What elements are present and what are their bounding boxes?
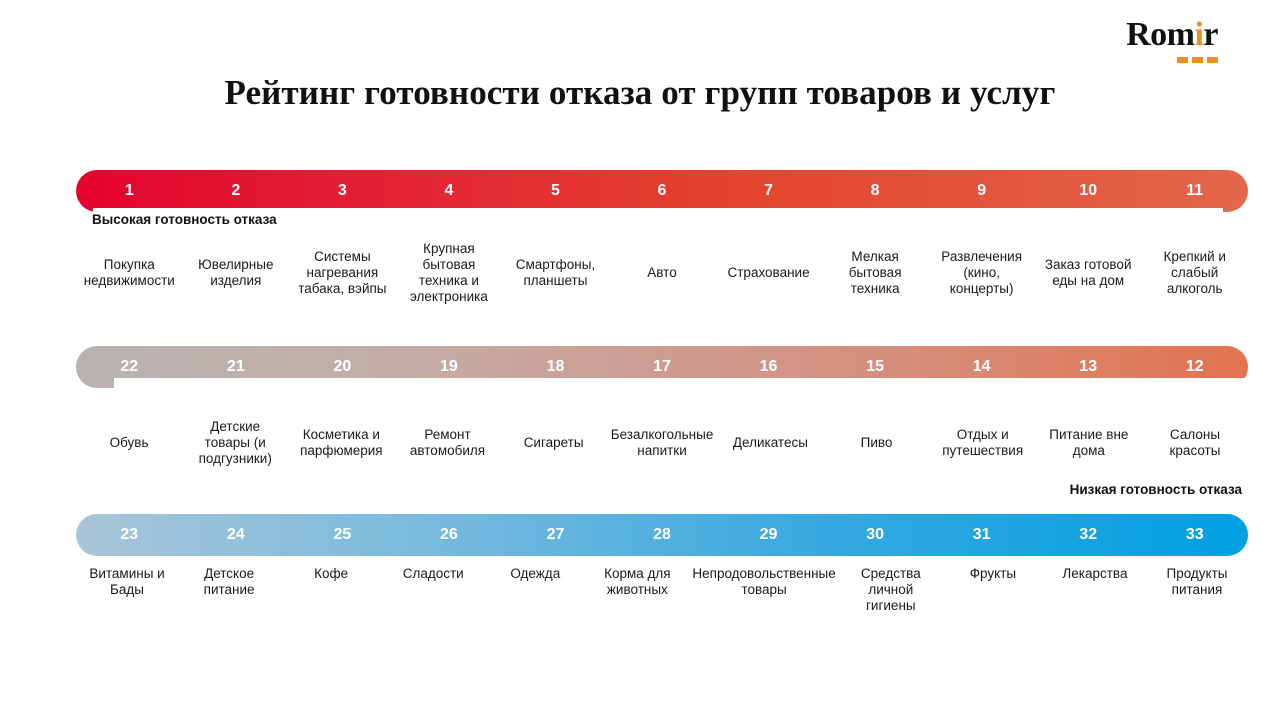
page-title: Рейтинг готовности отказа от групп товаров и услуг — [224, 73, 1056, 112]
category-label: Покупка недвижимости — [83, 257, 175, 288]
annotation-high-readiness: Высокая готовность отказа — [92, 212, 277, 227]
rank-band-row-1 — [76, 170, 1248, 212]
rank-number: 23 — [120, 526, 139, 543]
rank-number: 18 — [546, 358, 565, 375]
category-label: Ювелирные изделия — [198, 257, 274, 288]
category-label: Отдых и путешествия — [942, 427, 1024, 458]
rank-number: 1 — [124, 182, 134, 199]
logo-text-main: Rom — [1126, 16, 1195, 53]
label-row-3 — [76, 566, 1248, 636]
category-label: Салоны красоты — [1169, 427, 1221, 458]
rank-number: 30 — [866, 526, 884, 543]
category-label: Заказ готовой еды на дом — [1044, 257, 1132, 288]
rank-number: 14 — [972, 358, 991, 375]
rank-number: 10 — [1079, 182, 1098, 199]
rank-band-row-3 — [76, 514, 1248, 556]
rank-number: 8 — [870, 182, 880, 199]
rank-number: 11 — [1186, 182, 1204, 199]
category-label: Сладости — [402, 566, 464, 581]
category-label: Непродовольственные товары — [692, 566, 836, 597]
rank-number: 27 — [546, 526, 565, 543]
category-label: Фрукты — [969, 566, 1017, 581]
category-label: Обувь — [109, 435, 149, 450]
logo-text-accent: i — [1194, 16, 1204, 53]
rank-number: 3 — [337, 182, 347, 199]
category-label: Витамины и Бады — [89, 566, 165, 597]
rank-number: 7 — [764, 182, 773, 199]
rank-number: 29 — [759, 526, 778, 543]
category-label: Детское питание — [203, 566, 255, 597]
rank-number: 6 — [657, 182, 667, 199]
rank-number: 19 — [440, 358, 458, 375]
ranking-chart — [76, 170, 1248, 640]
category-label: Средства личной гигиены — [860, 566, 921, 613]
rank-number: 17 — [653, 358, 671, 375]
rank-number: 2 — [231, 182, 241, 199]
rank-number: 22 — [120, 358, 139, 375]
category-label: Мелкая бытовая техника — [848, 249, 902, 296]
category-label: Крупная бытовая техника и электроника — [409, 241, 488, 304]
rank-number: 26 — [440, 526, 458, 543]
category-label: Одежда — [510, 566, 561, 581]
category-label: Детские товары (и подгузники) — [198, 419, 272, 466]
romir-logo — [1126, 18, 1218, 63]
category-label: Авто — [647, 265, 677, 280]
category-label: Страхование — [727, 265, 810, 280]
rank-number: 5 — [551, 182, 560, 199]
rank-number: 33 — [1185, 526, 1204, 543]
rank-number: 16 — [759, 358, 778, 375]
category-label: Развлечения (кино, концерты) — [941, 249, 1023, 296]
category-label: Безалкогольные напитки — [610, 427, 714, 458]
rank-number: 13 — [1079, 358, 1098, 375]
category-label: Корма для животных — [604, 566, 671, 597]
rank-number: 21 — [226, 358, 245, 375]
rank-number: 9 — [977, 182, 987, 199]
category-label: Крепкий и слабый алкоголь — [1163, 249, 1226, 296]
rank-number: 24 — [226, 526, 245, 543]
category-label: Кофе — [314, 566, 349, 581]
category-label: Деликатесы — [732, 435, 808, 450]
annotation-low-readiness: Низкая готовность отказа — [1069, 482, 1242, 497]
category-label: Смартфоны, планшеты — [515, 257, 596, 288]
logo-dots-icon — [1126, 57, 1218, 63]
rank-number: 31 — [972, 526, 991, 543]
category-label: Косметика и парфюмерия — [300, 427, 383, 458]
rank-number: 28 — [653, 526, 671, 543]
category-label: Системы нагревания табака, вэйпы — [298, 249, 387, 296]
rank-number: 20 — [333, 358, 352, 375]
rank-number: 25 — [333, 526, 352, 543]
rank-number: 4 — [444, 182, 454, 199]
rank-number: 32 — [1079, 526, 1098, 543]
logo-wordmark — [1126, 18, 1218, 52]
rank-number: 15 — [866, 358, 884, 375]
category-label: Пиво — [860, 435, 893, 450]
category-label: Питание вне дома — [1049, 427, 1129, 458]
rank-number: 12 — [1185, 358, 1204, 375]
category-label: Лекарства — [1062, 566, 1128, 581]
label-row-2 — [76, 398, 1248, 488]
category-label: Ремонт автомобиля — [409, 427, 486, 458]
label-row-1 — [76, 228, 1248, 318]
category-label: Сигареты — [523, 435, 584, 450]
category-label: Продукты питания — [1166, 566, 1228, 597]
logo-text-tail: r — [1203, 16, 1218, 53]
